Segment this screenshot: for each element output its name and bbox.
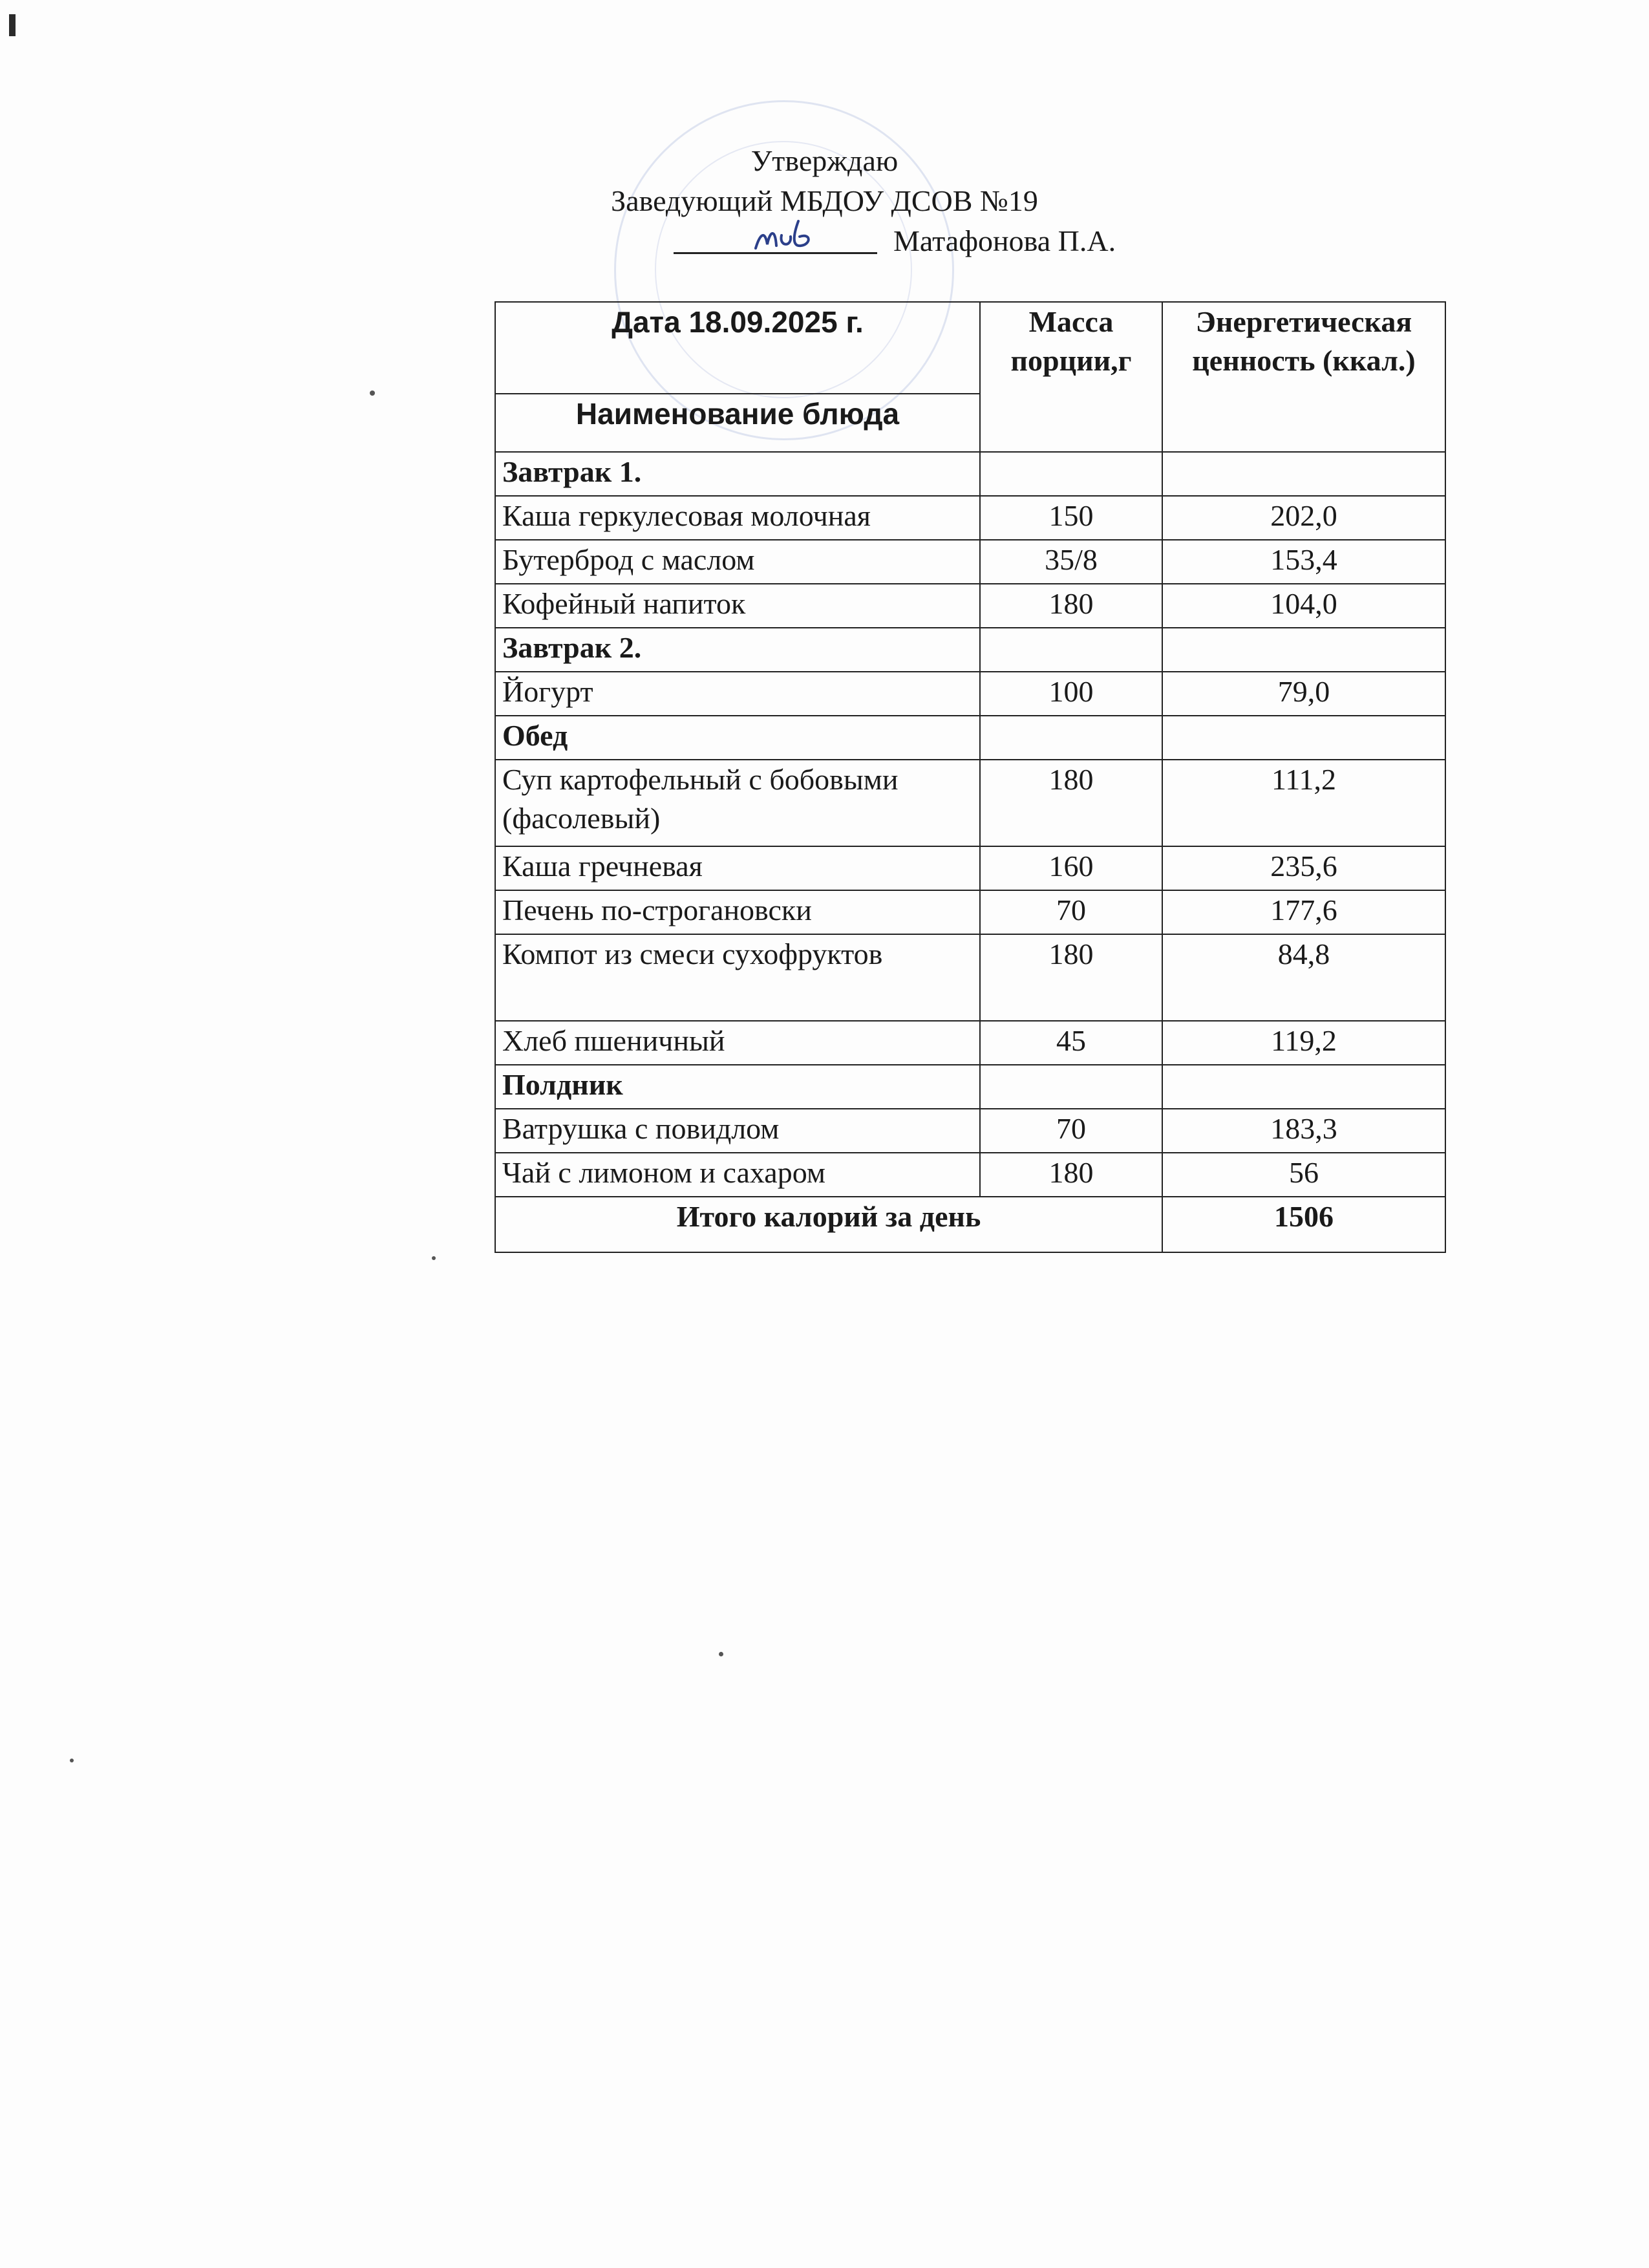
dish-energy: 104,0 [1162,584,1445,628]
dish-mass: 45 [980,1021,1162,1065]
scan-corner-mark [9,14,16,36]
dish-energy: 202,0 [1162,496,1445,540]
meal-section-row [495,628,1445,672]
meal-section-name: Завтрак 1. [495,452,980,496]
total-value: 1506 [1162,1197,1445,1252]
dish-mass: 180 [980,760,1162,846]
dish-name: Бутерброд с маслом [495,540,980,584]
dish-mass: 180 [980,1153,1162,1197]
dish-row [495,496,1445,540]
signature-row [0,221,1649,261]
meal-section-name: Завтрак 2. [495,628,980,672]
signer-name: Матафонова П.А. [893,224,1116,257]
dish-mass: 160 [980,846,1162,890]
dish-name: Хлеб пшеничный [495,1021,980,1065]
dish-energy: 235,6 [1162,846,1445,890]
meal-section-row [495,1065,1445,1109]
dish-energy: 119,2 [1162,1021,1445,1065]
dish-energy: 153,4 [1162,540,1445,584]
dish-energy: 183,3 [1162,1109,1445,1153]
total-label: Итого калорий за день [495,1197,1162,1252]
dish-mass: 35/8 [980,540,1162,584]
dish-mass: 150 [980,496,1162,540]
dish-row [495,1153,1445,1197]
empty-cell [980,1065,1162,1109]
meal-section-name: Полдник [495,1065,980,1109]
dish-mass: 180 [980,584,1162,628]
dish-energy: 79,0 [1162,672,1445,716]
scan-speck [70,1759,74,1762]
empty-cell [980,452,1162,496]
dish-row [495,760,1445,846]
dish-mass: 100 [980,672,1162,716]
dish-energy: 177,6 [1162,890,1445,934]
meal-section-row [495,716,1445,760]
empty-cell [1162,716,1445,760]
dish-row [495,934,1445,1021]
dish-row [495,672,1445,716]
dish-name: Йогурт [495,672,980,716]
scan-speck [719,1652,723,1656]
empty-cell [1162,1065,1445,1109]
meal-section-row [495,452,1445,496]
mass-header: Масса порции,г [980,302,1162,452]
dish-energy: 56 [1162,1153,1445,1197]
dish-row [495,846,1445,890]
approval-block [0,141,1649,261]
meal-section-name: Обед [495,716,980,760]
dish-mass: 70 [980,1109,1162,1153]
approval-position: Заведующий МБДОУ ДСОВ №19 [611,184,1038,217]
approval-title: Утверждаю [750,144,899,177]
dish-name: Ватрушка с повидлом [495,1109,980,1153]
dish-name: Суп картофельный с бобовыми (фасолевый) [495,760,980,846]
dish-row [495,540,1445,584]
empty-cell [980,628,1162,672]
dish-row [495,1109,1445,1153]
empty-cell [980,716,1162,760]
dish-name: Компот из смеси сухофруктов [495,934,980,1021]
dish-row [495,1021,1445,1065]
empty-cell [1162,452,1445,496]
dish-mass: 70 [980,890,1162,934]
dish-name: Каша гречневая [495,846,980,890]
handwritten-signature [753,216,831,256]
dish-name: Чай с лимоном и сахаром [495,1153,980,1197]
dish-row [495,890,1445,934]
dish-energy: 84,8 [1162,934,1445,1021]
scan-speck [370,390,375,396]
dish-name-header: Наименование блюда [495,394,980,452]
dish-row [495,584,1445,628]
menu-body [495,452,1445,1197]
empty-cell [1162,628,1445,672]
dish-name: Печень по-строгановски [495,890,980,934]
dish-energy: 111,2 [1162,760,1445,846]
dish-name: Каша геркулесовая молочная [495,496,980,540]
date-header: Дата 18.09.2025 г. [495,302,980,394]
menu-table [495,301,1446,1253]
scan-speck [432,1256,436,1260]
dish-mass: 180 [980,934,1162,1021]
energy-header: Энергетическая ценность (ккал.) [1162,302,1445,452]
dish-name: Кофейный напиток [495,584,980,628]
